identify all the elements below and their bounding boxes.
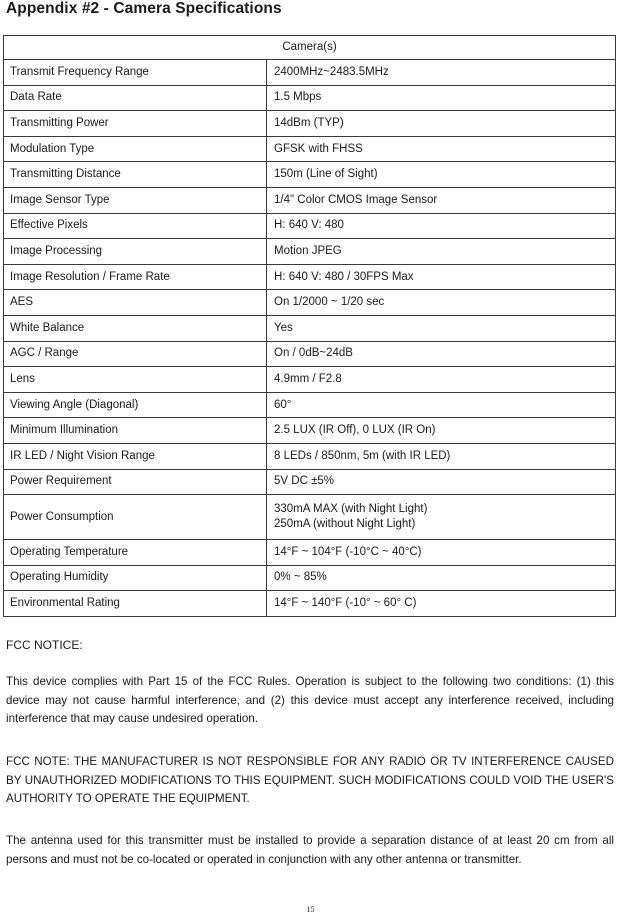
table-row	[4, 60, 616, 86]
spec-value	[267, 591, 616, 617]
spec-label: Operating Humidity	[4, 565, 267, 591]
fcc-notice-heading: FCC NOTICE:	[6, 638, 83, 652]
spec-value-line: 1.5 Mbps	[274, 91, 322, 104]
spec-label: Image Resolution / Frame Rate	[4, 264, 267, 290]
spec-value-line: H: 640 V: 480	[274, 219, 344, 232]
table-body	[4, 60, 616, 617]
spec-value-line: 14°F ~ 104°F (-10°C ~ 40°C)	[274, 545, 422, 558]
page-number: 15	[306, 905, 315, 914]
spec-value	[267, 418, 616, 444]
table-row	[4, 443, 616, 469]
spec-value	[267, 367, 616, 393]
spec-label: Environmental Rating	[4, 591, 267, 617]
spec-value-line: 4.9mm / F2.8	[274, 372, 342, 385]
table-row	[4, 111, 616, 137]
spec-label: Effective Pixels	[4, 213, 267, 239]
spec-value-line: Motion JPEG	[274, 244, 342, 257]
spec-value-line: 250mA (without Night Light)	[274, 518, 416, 531]
spec-label: Power Consumption	[4, 495, 267, 540]
spec-label: IR LED / Night Vision Range	[4, 443, 267, 469]
spec-value-line: GFSK with FHSS	[274, 142, 363, 155]
spec-value	[267, 213, 616, 239]
spec-label: Operating Temperature	[4, 540, 267, 566]
table-header: Camera(s)	[4, 36, 616, 60]
spec-value	[267, 540, 616, 566]
spec-value-line: Yes	[274, 321, 293, 334]
table-row	[4, 290, 616, 316]
spec-label: Power Requirement	[4, 469, 267, 495]
spec-value	[267, 111, 616, 137]
spec-value-line: On / 0dB~24dB	[274, 347, 353, 360]
table-row	[4, 85, 616, 111]
spec-value	[267, 341, 616, 367]
table-row	[4, 392, 616, 418]
table-row	[4, 540, 616, 566]
spec-value-line: 2.5 LUX (IR Off), 0 LUX (IR On)	[274, 424, 436, 437]
table-row	[4, 213, 616, 239]
spec-value-line: 14°F ~ 140°F (-10° ~ 60° C)	[274, 597, 417, 610]
spec-value	[267, 187, 616, 213]
table-row	[4, 341, 616, 367]
spec-value	[267, 443, 616, 469]
table-row	[4, 136, 616, 162]
table-row	[4, 418, 616, 444]
table-header-row	[4, 36, 616, 60]
spec-label: Viewing Angle (Diagonal)	[4, 392, 267, 418]
spec-value	[267, 239, 616, 265]
spec-label: Minimum Illumination	[4, 418, 267, 444]
spec-value-line: On 1/2000 ~ 1/20 sec	[274, 296, 385, 309]
table-row	[4, 187, 616, 213]
spec-value	[267, 495, 616, 540]
spec-value-line: 0% ~ 85%	[274, 571, 327, 584]
spec-label: Transmitting Distance	[4, 162, 267, 188]
table-row	[4, 367, 616, 393]
spec-value-line: 150m (Line of Sight)	[274, 168, 378, 181]
spec-value	[267, 392, 616, 418]
spec-value	[267, 162, 616, 188]
spec-label: AGC / Range	[4, 341, 267, 367]
spec-value	[267, 136, 616, 162]
spec-label: AES	[4, 290, 267, 316]
spec-value-line: 14dBm (TYP)	[274, 116, 344, 129]
spec-value	[267, 85, 616, 111]
table-row	[4, 315, 616, 341]
spec-label: Transmit Frequency Range	[4, 60, 267, 86]
table-row	[4, 162, 616, 188]
page-title: Appendix #2 - Camera Specifications	[6, 0, 282, 17]
camera-spec-table	[3, 35, 616, 617]
spec-label: Modulation Type	[4, 136, 267, 162]
spec-label: Data Rate	[4, 85, 267, 111]
spec-value	[267, 264, 616, 290]
table-row	[4, 591, 616, 617]
table-row	[4, 565, 616, 591]
spec-value-line: 8 LEDs / 850nm, 5m (with IR LED)	[274, 449, 451, 462]
spec-value	[267, 469, 616, 495]
spec-value	[267, 290, 616, 316]
table-row	[4, 239, 616, 265]
spec-value-line: 330mA MAX (with Night Light)	[274, 503, 428, 516]
spec-label: Lens	[4, 367, 267, 393]
spec-label: Image Processing	[4, 239, 267, 265]
spec-value	[267, 315, 616, 341]
spec-value-line: H: 640 V: 480 / 30FPS Max	[274, 270, 414, 283]
table-row	[4, 495, 616, 540]
fcc-paragraph: This device complies with Part 15 of the FCC Rules. Operation is subject to the following two conditions: (1) this device may not cause harmful interference, and (2) this device must accept any interference received, including interference that may cause undesired operation.	[6, 675, 614, 726]
table-row	[4, 469, 616, 495]
spec-value-line: 1/4" Color CMOS Image Sensor	[274, 193, 438, 206]
spec-label: Transmitting Power	[4, 111, 267, 137]
spec-label: Image Sensor Type	[4, 187, 267, 213]
spec-value-line: 2400MHz~2483.5MHz	[274, 65, 389, 78]
spec-value	[267, 60, 616, 86]
spec-label: White Balance	[4, 315, 267, 341]
spec-value	[267, 565, 616, 591]
fcc-note-paragraph: FCC NOTE: THE MANUFACTURER IS NOT RESPONSIBLE FOR ANY RADIO OR TV INTERFERENCE CAUSED BY UNAUTHORIZED MODIFICATIONS TO THIS EQUIPMENT. SUCH MODIFICATIONS COULD VOID THE USER'S AUTHORITY TO OPERATE THE EQUIPMENT.	[6, 755, 614, 806]
spec-value-line: 60°	[274, 398, 292, 411]
spec-value-line: 5V DC ±5%	[274, 475, 334, 488]
antenna-paragraph: The antenna used for this transmitter must be installed to provide a separation distance of at least 20 cm from all persons and must not be co-located or operated in conjunction with any other antenna or transmitter.	[6, 834, 614, 866]
table-row	[4, 264, 616, 290]
